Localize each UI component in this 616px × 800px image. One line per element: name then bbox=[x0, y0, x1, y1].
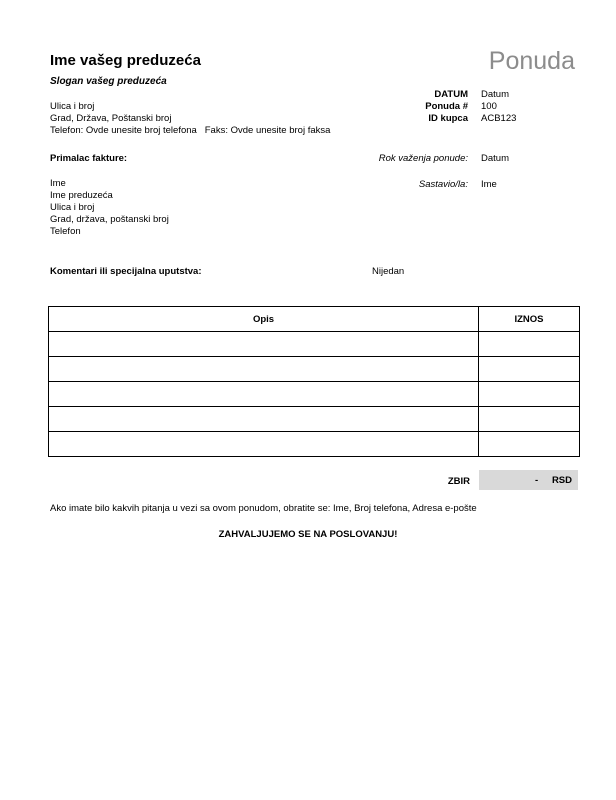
total-label: ZBIR bbox=[447, 476, 470, 487]
description-cell[interactable] bbox=[49, 382, 479, 407]
document-title: Ponuda bbox=[488, 47, 575, 75]
table-row bbox=[49, 332, 580, 357]
table-row bbox=[49, 357, 580, 382]
meta-value: Datum bbox=[481, 89, 509, 100]
comments-label: Komentari ili specijalna uputstva: bbox=[50, 266, 202, 277]
contact-note: Ako imate bilo kakvih pitanja u vezi sa ovom ponudom, obratite se: Ime, Broj telefona, Adresa e-pošte bbox=[50, 503, 477, 514]
table-row bbox=[49, 432, 580, 457]
table-row bbox=[49, 407, 580, 432]
meta-row-quote-number bbox=[360, 101, 600, 113]
table-header-row bbox=[49, 307, 580, 332]
company-slogan: Slogan vašeg preduzeća bbox=[50, 76, 167, 87]
company-street: Ulica i broj bbox=[50, 101, 95, 112]
bill-to-label: Primalac fakture: bbox=[50, 153, 128, 164]
description-cell[interactable] bbox=[49, 407, 479, 432]
prepared-by-value: Ime bbox=[481, 179, 497, 190]
column-header-amount: IZNOS bbox=[479, 307, 580, 332]
amount-cell[interactable] bbox=[479, 382, 580, 407]
prepared-by bbox=[360, 179, 497, 190]
meta-value: ACB123 bbox=[481, 113, 517, 124]
company-name: Ime vašeg preduzeća bbox=[50, 52, 201, 69]
total-value: - bbox=[535, 475, 539, 486]
description-cell[interactable] bbox=[49, 332, 479, 357]
company-address bbox=[50, 101, 330, 137]
validity-label: Rok važenja ponude: bbox=[378, 153, 468, 164]
bill-to-line: Telefon bbox=[50, 226, 81, 237]
amount-cell[interactable] bbox=[479, 407, 580, 432]
bill-to-line: Ime bbox=[50, 178, 66, 189]
bill-to-address bbox=[50, 178, 169, 238]
amount-cell[interactable] bbox=[479, 432, 580, 457]
bill-to-line: Ulica i broj bbox=[50, 202, 95, 213]
bill-to-line: Grad, država, poštanski broj bbox=[50, 214, 169, 225]
table-row bbox=[49, 382, 580, 407]
amount-cell[interactable] bbox=[479, 332, 580, 357]
prepared-by-label: Sastavio/la: bbox=[418, 179, 468, 190]
items-table bbox=[48, 306, 580, 457]
company-city: Grad, Država, Poštanski broj bbox=[50, 113, 172, 124]
quote-validity bbox=[360, 153, 509, 164]
validity-value: Datum bbox=[481, 153, 509, 164]
meta-label: Ponuda # bbox=[425, 101, 468, 112]
meta-value: 100 bbox=[481, 101, 497, 112]
description-cell[interactable] bbox=[49, 357, 479, 382]
meta-row-date bbox=[360, 89, 600, 101]
meta-label: DATUM bbox=[434, 89, 468, 100]
quote-meta bbox=[360, 89, 600, 125]
company-phone-fax: Telefon: Ovde unesite broj telefona Faks: Ovde unesite broj faksa bbox=[50, 125, 331, 136]
column-header-description: Opis bbox=[49, 307, 479, 332]
total-currency: RSD bbox=[551, 475, 572, 486]
thank-you-note: ZAHVALJUJEMO SE NA POSLOVANJU! bbox=[218, 529, 398, 540]
total-value-box bbox=[479, 470, 578, 490]
comments-value: Nijedan bbox=[372, 266, 405, 277]
description-cell[interactable] bbox=[49, 432, 479, 457]
meta-label: ID kupca bbox=[428, 113, 468, 124]
bill-to-line: Ime preduzeća bbox=[50, 190, 113, 201]
amount-cell[interactable] bbox=[479, 357, 580, 382]
meta-row-customer-id bbox=[360, 113, 600, 125]
